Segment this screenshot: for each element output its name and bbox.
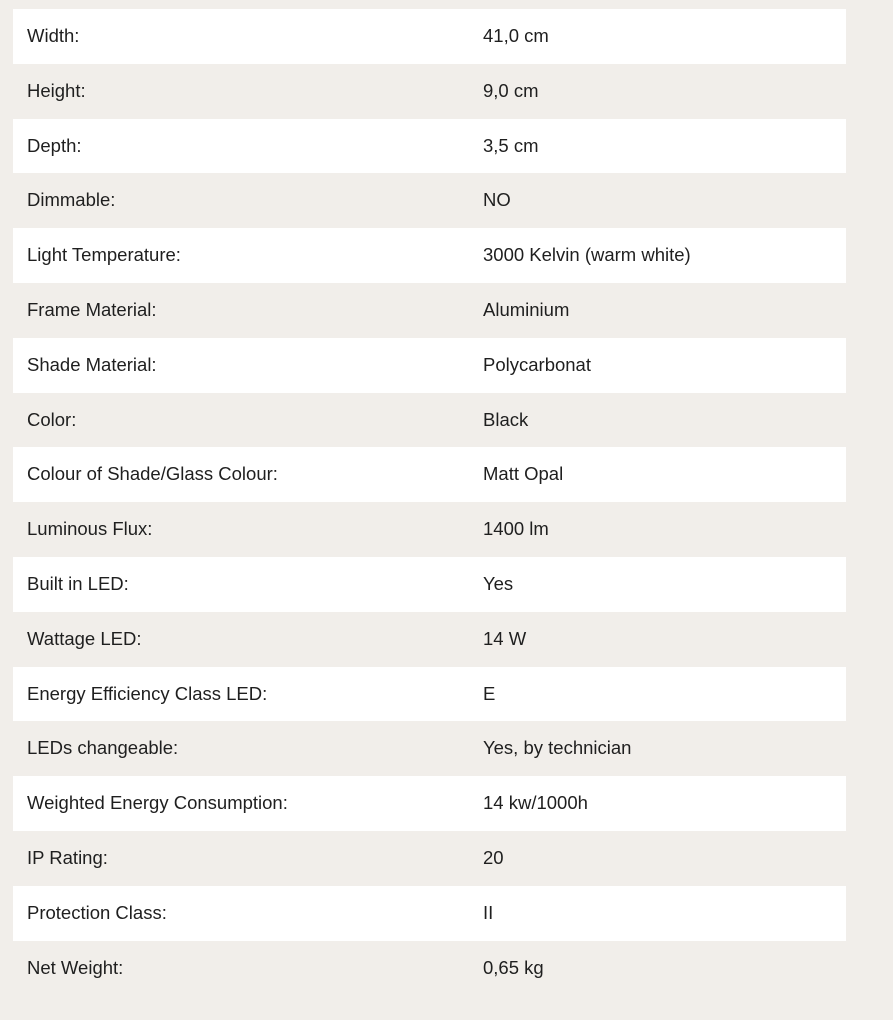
spec-label: Energy Efficiency Class LED:	[27, 682, 268, 704]
spec-value: 0,65 kg	[483, 956, 544, 978]
spec-value: Polycarbonat	[483, 353, 591, 375]
spec-row-light-temperature	[13, 228, 846, 283]
spec-value: 20	[483, 846, 504, 868]
spec-value: 14 W	[483, 627, 527, 649]
spec-label: Luminous Flux:	[27, 518, 153, 540]
spec-row-wattage-led	[13, 612, 846, 667]
spec-value: 3,5 cm	[483, 134, 539, 156]
spec-value: 41,0 cm	[483, 25, 549, 46]
spec-value: II	[483, 901, 494, 923]
spec-value: 1400 lm	[483, 518, 549, 540]
spec-value: 14 kw/1000h	[483, 792, 588, 814]
spec-label: Protection Class:	[27, 901, 167, 923]
spec-row-dimmable	[13, 173, 846, 228]
spec-label: Dimmable:	[27, 189, 116, 211]
spec-value: E	[483, 682, 496, 704]
spec-label: Shade Material:	[27, 353, 157, 375]
spec-row-luminous-flux	[13, 502, 846, 557]
spec-row-frame-material	[13, 283, 846, 338]
spec-row-protection-class	[13, 886, 846, 941]
spec-value: Yes, by technician	[483, 737, 632, 759]
spec-row-ip-rating	[13, 831, 846, 886]
spec-row-net-weight	[13, 941, 846, 996]
spec-label: Light Temperature:	[27, 244, 181, 266]
spec-label: LEDs changeable:	[27, 737, 179, 759]
spec-label: Weighted Energy Consumption:	[27, 792, 288, 814]
spec-row-built-in-led	[13, 557, 846, 612]
spec-label: Frame Material:	[27, 298, 157, 320]
spec-label: IP Rating:	[27, 846, 108, 868]
spec-label: Wattage LED:	[27, 627, 142, 649]
spec-value: Aluminium	[483, 298, 570, 320]
spec-label: Color:	[27, 408, 77, 430]
spec-label: Net Weight:	[27, 956, 124, 978]
spec-label: Built in LED:	[27, 572, 129, 594]
spec-row-energy-efficiency-class	[13, 667, 846, 722]
spec-label: Width:	[27, 25, 80, 46]
spec-label: Depth:	[27, 134, 82, 156]
spec-label: Colour of Shade/Glass Colour:	[27, 463, 278, 485]
spec-row-width	[13, 9, 846, 64]
spec-row-shade-material	[13, 338, 846, 393]
spec-value: Yes	[483, 572, 514, 594]
spec-row-weighted-energy-consumption	[13, 776, 846, 831]
spec-row-shade-colour	[13, 447, 846, 502]
spec-value: Matt Opal	[483, 463, 564, 485]
spec-row-height	[13, 64, 846, 119]
product-spec-table	[13, 9, 846, 995]
spec-value: 3000 Kelvin (warm white)	[483, 244, 691, 266]
spec-value: Black	[483, 408, 529, 430]
spec-label: Height:	[27, 79, 86, 101]
spec-value: NO	[483, 189, 511, 211]
spec-value: 9,0 cm	[483, 79, 539, 101]
spec-row-depth	[13, 119, 846, 174]
spec-row-color	[13, 393, 846, 448]
spec-row-leds-changeable	[13, 721, 846, 776]
